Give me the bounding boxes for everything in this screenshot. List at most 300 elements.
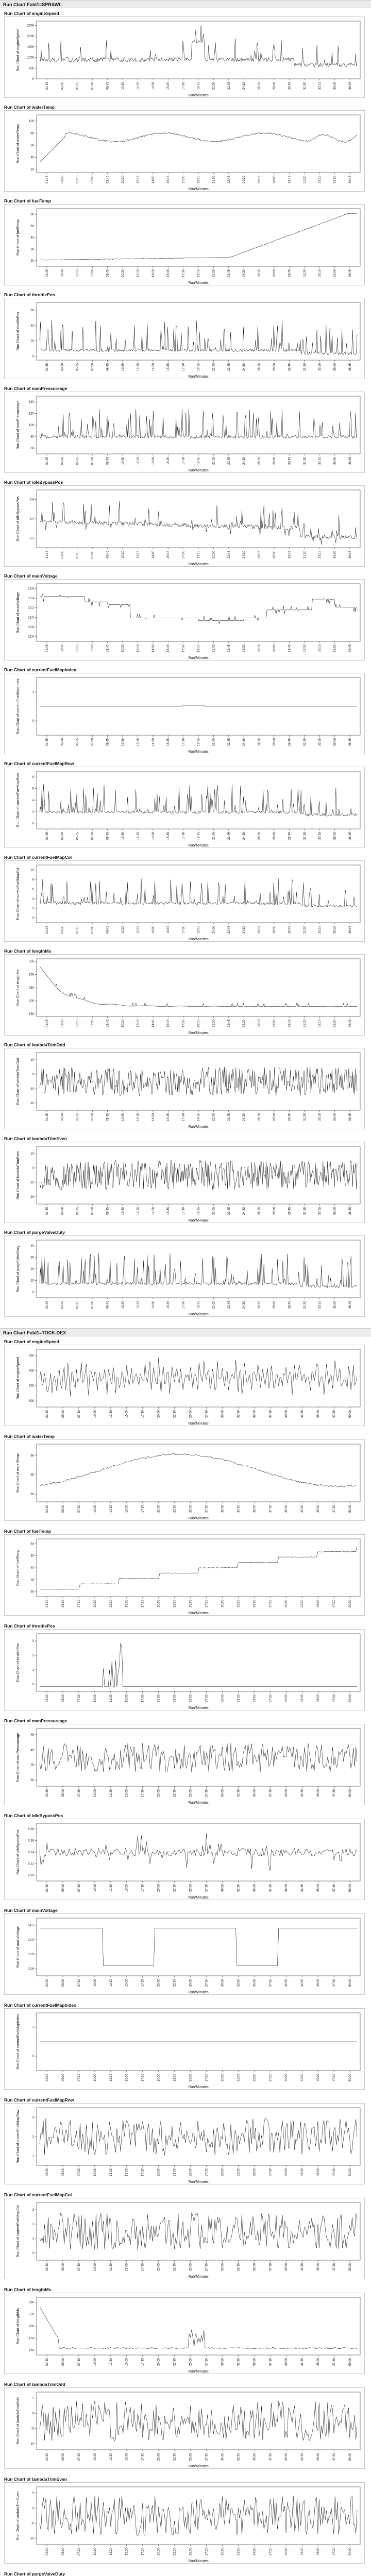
x-tick-label: 10:30 bbox=[122, 82, 125, 90]
x-tick-label: 07:00 bbox=[91, 457, 95, 465]
x-tick-label: 32:30 bbox=[237, 2358, 241, 2366]
x-tick-label: 20:00 bbox=[157, 1789, 161, 1798]
x-tick-label: 10:00 bbox=[93, 2168, 97, 2177]
x-tick-label: 08:45 bbox=[106, 457, 110, 465]
x-tick-label: 31:30 bbox=[303, 1301, 307, 1309]
x-tick-label: 07:30 bbox=[77, 2168, 81, 2177]
y-tick-label: 13.2 bbox=[28, 606, 34, 610]
y-tick-label: 500 bbox=[28, 67, 34, 71]
y-axis-title: Run Chart of mainVoltage bbox=[16, 591, 20, 634]
chart-title[interactable]: Run Chart of purgeValveDuty bbox=[4, 2571, 65, 2576]
y-tick-label: 0.10 bbox=[28, 1874, 34, 1877]
x-tick-label: 31:30 bbox=[303, 176, 307, 184]
x-tick-label: 19:15 bbox=[197, 1207, 200, 1215]
y-tick-label: 1 bbox=[32, 2026, 34, 2029]
x-tick-label: 20:00 bbox=[157, 1979, 161, 1987]
x-tick-label: 17:30 bbox=[182, 645, 185, 653]
y-tick-label: 0 bbox=[32, 1683, 34, 1686]
x-tick-label: 22:30 bbox=[173, 1505, 177, 1513]
x-tick-label: 10:00 bbox=[93, 2453, 97, 2461]
x-tick-label: 08:45 bbox=[106, 1301, 110, 1309]
x-tick-label: 40:00 bbox=[285, 1979, 289, 1987]
x-tick-label: 50:00 bbox=[349, 2358, 352, 2366]
y-tick-label: 20 bbox=[30, 1268, 34, 1271]
x-tick-label: 17:30 bbox=[141, 1410, 145, 1418]
x-tick-label: 25:00 bbox=[189, 1600, 193, 1608]
x-tick-label: 07:30 bbox=[77, 2358, 81, 2366]
x-tick-label: 10:30 bbox=[122, 645, 125, 653]
x-tick-label: 05:15 bbox=[76, 551, 79, 559]
x-tick-label: 12:30 bbox=[109, 2263, 113, 2272]
x-tick-label: 12:15 bbox=[137, 457, 140, 465]
x-tick-label: 40:00 bbox=[285, 1694, 289, 1703]
y-tick-label: 60 bbox=[30, 213, 34, 217]
chart-svg bbox=[5, 111, 364, 191]
x-tick-label: 19:15 bbox=[197, 926, 200, 934]
x-tick-label: 17:30 bbox=[141, 2263, 145, 2272]
chart-title[interactable]: Run Chart of mainVoltage bbox=[4, 1908, 58, 1913]
x-tick-label: 36:45 bbox=[349, 363, 352, 371]
chart-title[interactable]: Run Chart of fuelTemp bbox=[4, 198, 51, 204]
x-tick-label: 12:15 bbox=[137, 738, 140, 747]
x-tick-label: 22:45 bbox=[227, 1113, 231, 1122]
x-tick-label: 21:00 bbox=[212, 82, 216, 90]
y-tick-label: 225 bbox=[28, 2313, 34, 2316]
chart-title[interactable]: Run Chart of currentFuelMapIndex bbox=[4, 2003, 76, 2008]
y-tick-label: 0.16 bbox=[28, 1839, 34, 1843]
x-axis-title: Run/Minutes bbox=[188, 1706, 209, 1710]
x-tick-label: 42:30 bbox=[301, 1410, 305, 1418]
y-tick-label: 20 bbox=[30, 168, 34, 172]
y-tick-label: -5 bbox=[31, 2522, 34, 2526]
y-tick-label: 100 bbox=[28, 120, 34, 123]
chart-svg bbox=[5, 17, 364, 97]
chart-svg bbox=[5, 1236, 364, 1316]
x-tick-label: 12:30 bbox=[109, 1694, 113, 1703]
x-tick-label: 40:00 bbox=[285, 1505, 289, 1513]
chart-title[interactable]: Run Chart of currentFuelMapCol bbox=[4, 2192, 72, 2197]
chart-title[interactable]: Run Chart of lambdaTrimEven bbox=[4, 2477, 67, 2482]
x-tick-label: 19:15 bbox=[197, 645, 200, 653]
chart-frame bbox=[4, 298, 365, 379]
x-tick-label: 01:45 bbox=[46, 1020, 49, 1028]
run-chart bbox=[0, 946, 371, 1040]
x-tick-label: 26:15 bbox=[258, 1207, 261, 1215]
x-tick-label: 26:15 bbox=[258, 176, 261, 184]
x-tick-label: 50:00 bbox=[349, 1789, 352, 1798]
x-tick-label: 32:30 bbox=[237, 1979, 241, 1987]
x-tick-label: 47:30 bbox=[333, 1410, 336, 1418]
plot-area bbox=[37, 21, 360, 79]
y-tick-label: 2 bbox=[32, 907, 34, 910]
x-tick-label: 37:30 bbox=[269, 2074, 273, 2082]
y-tick-label: 300 bbox=[28, 973, 34, 977]
plot-area bbox=[37, 1918, 360, 1976]
x-tick-label: 40:00 bbox=[285, 1884, 289, 1892]
x-tick-label: 21:00 bbox=[212, 363, 216, 371]
x-tick-label: 10:30 bbox=[122, 1207, 125, 1215]
x-tick-label: 30:00 bbox=[221, 2453, 225, 2461]
x-tick-label: 28:00 bbox=[273, 269, 276, 278]
x-tick-label: 20:00 bbox=[157, 1600, 161, 1608]
chart-title[interactable]: Run Chart of lambdaTrimEven bbox=[4, 1136, 67, 1141]
y-tick-label: 120 bbox=[28, 412, 34, 416]
x-tick-label: 14:00 bbox=[151, 1207, 155, 1215]
x-tick-label: 26:15 bbox=[258, 645, 261, 653]
chart-title[interactable]: Run Chart of fuelTemp bbox=[4, 1529, 51, 1534]
x-tick-label: 30:00 bbox=[221, 1979, 225, 1987]
x-tick-label: 22:30 bbox=[173, 1600, 177, 1608]
x-tick-label: 10:00 bbox=[93, 1694, 97, 1703]
x-tick-label: 25:00 bbox=[189, 1694, 193, 1703]
x-tick-label: 22:30 bbox=[173, 2263, 177, 2272]
x-tick-label: 30:00 bbox=[221, 1694, 225, 1703]
x-axis-title: Run/Minutes bbox=[188, 844, 209, 848]
x-tick-label: 10:30 bbox=[122, 457, 125, 465]
x-tick-label: 36:45 bbox=[349, 269, 352, 278]
plot-area bbox=[37, 771, 360, 829]
x-tick-label: 45:00 bbox=[317, 1979, 321, 1987]
x-tick-label: 24:30 bbox=[243, 82, 246, 90]
x-tick-label: 12:15 bbox=[137, 363, 140, 371]
chart-frame bbox=[4, 392, 365, 473]
x-tick-label: 12:15 bbox=[137, 1020, 140, 1028]
x-tick-label: 17:30 bbox=[141, 2074, 145, 2082]
x-tick-label: 20:00 bbox=[157, 1884, 161, 1892]
x-tick-label: 03:30 bbox=[61, 363, 64, 371]
x-tick-label: 15:00 bbox=[125, 1410, 129, 1418]
run-chart bbox=[0, 758, 371, 852]
x-tick-label: 02:30 bbox=[46, 1789, 49, 1798]
x-tick-label: 01:45 bbox=[46, 176, 49, 184]
chart-svg bbox=[5, 2009, 364, 2089]
x-tick-label: 17:30 bbox=[141, 1694, 145, 1703]
x-tick-label: 32:30 bbox=[237, 2168, 241, 2177]
y-tick-label: 30 bbox=[30, 1590, 34, 1594]
chart-svg bbox=[5, 1914, 364, 1994]
chart-title[interactable]: Run Chart of throttlePos bbox=[4, 292, 55, 297]
chart-title[interactable]: Run Chart of currentFuelMapIndex bbox=[4, 667, 76, 672]
x-tick-label: 21:00 bbox=[212, 1301, 216, 1309]
y-tick-label: 14.0 bbox=[28, 1939, 34, 1942]
x-tick-label: 10:00 bbox=[93, 1600, 97, 1608]
x-tick-label: 12:15 bbox=[137, 551, 140, 559]
plot-area bbox=[37, 2487, 360, 2545]
x-tick-label: 17:30 bbox=[182, 832, 185, 840]
chart-title[interactable]: Run Chart of mainVoltage bbox=[4, 573, 58, 579]
x-tick-label: 10:00 bbox=[93, 1789, 97, 1798]
y-axis-title: Run Chart of engineSpeed bbox=[16, 1357, 20, 1400]
x-tick-label: 24:30 bbox=[243, 1207, 246, 1215]
x-tick-label: 27:30 bbox=[205, 1600, 209, 1608]
x-tick-label: 33:15 bbox=[318, 738, 322, 747]
x-tick-label: 37:30 bbox=[269, 1410, 273, 1418]
x-tick-label: 36:45 bbox=[349, 738, 352, 747]
x-tick-label: 24:30 bbox=[243, 926, 246, 934]
y-tick-label: 40 bbox=[30, 1567, 34, 1570]
y-axis-title: Run Chart of manPressureage bbox=[16, 400, 20, 450]
chart-title[interactable]: Run Chart of idleBypassPos bbox=[4, 1813, 63, 1818]
chart-svg bbox=[5, 2198, 364, 2279]
chart-title[interactable]: Run Chart of lengthMs bbox=[4, 948, 52, 954]
x-tick-label: 37:30 bbox=[269, 1884, 273, 1892]
x-tick-label: 15:00 bbox=[125, 2358, 129, 2366]
chart-title[interactable]: Run Chart of waterTemp bbox=[4, 1434, 55, 1439]
x-tick-label: 50:00 bbox=[349, 2548, 352, 2556]
chart-svg bbox=[5, 1142, 364, 1223]
x-tick-label: 22:45 bbox=[227, 1301, 231, 1309]
run-chart bbox=[0, 2569, 371, 2576]
x-tick-label: 15:00 bbox=[125, 2548, 129, 2556]
chart-title[interactable]: Run Chart of throttlePos bbox=[4, 1623, 55, 1629]
x-tick-label: 01:45 bbox=[46, 738, 49, 747]
x-tick-label: 19:15 bbox=[197, 269, 200, 278]
x-tick-label: 12:30 bbox=[109, 1600, 113, 1608]
chart-title[interactable]: Run Chart of currentFuelMapCol bbox=[4, 855, 72, 860]
x-tick-label: 25:00 bbox=[189, 2263, 193, 2272]
x-tick-label: 12:30 bbox=[109, 2548, 113, 2556]
y-tick-label: 13.6 bbox=[28, 1968, 34, 1971]
x-tick-label: 22:30 bbox=[173, 2168, 177, 2177]
y-tick-label: 35 bbox=[30, 1764, 34, 1767]
x-tick-label: 10:00 bbox=[93, 2074, 97, 2082]
run-chart bbox=[0, 1905, 371, 2000]
x-tick-label: 12:30 bbox=[109, 1789, 113, 1798]
x-tick-label: 29:45 bbox=[288, 832, 292, 840]
x-tick-label: 47:30 bbox=[333, 2548, 336, 2556]
x-tick-label: 12:30 bbox=[109, 2168, 113, 2177]
x-tick-label: 01:45 bbox=[46, 645, 49, 653]
x-tick-label: 27:30 bbox=[205, 2263, 209, 2272]
chart-title[interactable]: Run Chart of idleBypassPos bbox=[4, 480, 63, 485]
x-axis-title: Run/Minutes bbox=[188, 2560, 209, 2563]
x-tick-label: 10:30 bbox=[122, 1113, 125, 1122]
x-tick-label: 15:00 bbox=[125, 1694, 129, 1703]
x-tick-label: 35:00 bbox=[253, 1884, 257, 1892]
plot-area bbox=[37, 115, 360, 173]
run-chart bbox=[0, 571, 371, 665]
x-axis-title: Run/Minutes bbox=[188, 2465, 209, 2468]
plot-area bbox=[37, 1728, 360, 1786]
chart-title[interactable]: Run Chart of currentFuelMapRow bbox=[4, 2097, 74, 2103]
y-tick-label: 4 bbox=[32, 799, 34, 802]
chart-frame bbox=[4, 1534, 365, 1616]
y-axis-title: Run Chart of currentFuelMapIndex bbox=[16, 679, 20, 734]
x-tick-label: 05:00 bbox=[61, 1979, 65, 1987]
y-tick-label: 5 bbox=[32, 2397, 34, 2400]
chart-title[interactable]: Run Chart of lengthMs bbox=[4, 2287, 52, 2292]
x-tick-label: 40:00 bbox=[285, 1600, 289, 1608]
x-tick-label: 15:45 bbox=[167, 832, 171, 840]
chart-title[interactable]: Run Chart of lambdaTrimOdd bbox=[4, 2382, 65, 2387]
run-chart bbox=[0, 2190, 371, 2284]
y-tick-label: 60 bbox=[30, 144, 34, 147]
chart-svg bbox=[5, 1535, 364, 1615]
x-tick-label: 31:30 bbox=[303, 926, 307, 934]
x-tick-label: 05:15 bbox=[76, 457, 79, 465]
y-axis-title: Run Chart of throttlePos bbox=[16, 1643, 20, 1682]
chart-title[interactable]: Run Chart of purgeValveDuty bbox=[4, 1230, 65, 1235]
x-tick-label: 29:45 bbox=[288, 926, 292, 934]
x-tick-label: 27:30 bbox=[205, 1694, 209, 1703]
x-tick-label: 02:30 bbox=[46, 2168, 49, 2177]
y-tick-label: 800 bbox=[28, 1400, 34, 1403]
x-tick-label: 21:00 bbox=[212, 269, 216, 278]
chart-title[interactable]: Run Chart of waterTemp bbox=[4, 105, 55, 110]
chart-frame bbox=[4, 1819, 365, 1900]
x-tick-label: 17:30 bbox=[141, 2168, 145, 2177]
y-tick-label: 200 bbox=[28, 999, 34, 1003]
x-tick-label: 17:30 bbox=[182, 457, 185, 465]
y-tick-label: 40 bbox=[30, 1749, 34, 1752]
chart-frame bbox=[4, 579, 365, 660]
x-tick-label: 40:00 bbox=[285, 2453, 289, 2461]
group-header[interactable]: Run Chart Fold1=SPRAWL bbox=[0, 0, 371, 8]
x-tick-label: 36:45 bbox=[349, 1207, 352, 1215]
x-tick-label: 22:45 bbox=[227, 832, 231, 840]
x-tick-label: 03:30 bbox=[61, 457, 64, 465]
x-tick-label: 36:45 bbox=[349, 1301, 352, 1309]
y-axis-title: Run Chart of manPressureage bbox=[16, 1733, 20, 1782]
y-tick-label: 40 bbox=[30, 1245, 34, 1248]
x-tick-label: 07:30 bbox=[77, 2453, 81, 2461]
y-tick-label: 0 bbox=[32, 2507, 34, 2511]
x-tick-label: 47:30 bbox=[333, 2358, 336, 2366]
x-tick-label: 10:00 bbox=[93, 1505, 97, 1513]
chart-title[interactable]: Run Chart of currentFuelMapRow bbox=[4, 761, 74, 766]
x-tick-label: 22:30 bbox=[173, 2358, 177, 2366]
x-tick-label: 33:15 bbox=[318, 457, 322, 465]
x-tick-label: 20:00 bbox=[157, 1505, 161, 1513]
x-tick-label: 25:00 bbox=[189, 1505, 193, 1513]
y-tick-label: 12.6 bbox=[28, 635, 34, 639]
x-tick-label: 45:00 bbox=[317, 1694, 321, 1703]
x-tick-label: 30:00 bbox=[221, 2548, 225, 2556]
y-axis-title: Run Chart of waterTemp bbox=[16, 1453, 20, 1493]
y-tick-label: 850 bbox=[28, 1384, 34, 1388]
chart-title[interactable]: Run Chart of engineSpeed bbox=[4, 11, 59, 16]
plot-area bbox=[37, 2202, 360, 2260]
chart-svg bbox=[5, 486, 364, 566]
x-tick-label: 17:30 bbox=[182, 82, 185, 90]
x-tick-label: 50:00 bbox=[349, 2168, 352, 2177]
chart-svg bbox=[5, 392, 364, 472]
y-tick-label: 0 bbox=[32, 355, 34, 359]
x-tick-label: 05:00 bbox=[61, 2074, 65, 2082]
x-tick-label: 10:30 bbox=[122, 269, 125, 278]
x-tick-label: 02:30 bbox=[46, 1410, 49, 1418]
x-tick-label: 03:30 bbox=[61, 926, 64, 934]
y-tick-label: 200 bbox=[28, 2325, 34, 2328]
x-tick-label: 15:45 bbox=[167, 269, 171, 278]
x-tick-label: 47:30 bbox=[333, 1789, 336, 1798]
group-header[interactable]: Run Chart Fold1=TOCK-DEX bbox=[0, 1328, 371, 1336]
run-chart bbox=[0, 665, 371, 758]
y-tick-label: 0 bbox=[32, 78, 34, 81]
x-tick-label: 12:15 bbox=[137, 645, 140, 653]
x-tick-label: 30:00 bbox=[221, 2263, 225, 2272]
y-tick-label: 45 bbox=[30, 1733, 34, 1737]
chart-svg bbox=[5, 2293, 364, 2374]
x-tick-label: 29:45 bbox=[288, 363, 292, 371]
x-tick-label: 35:00 bbox=[253, 1505, 257, 1513]
x-tick-label: 37:30 bbox=[269, 2453, 273, 2461]
chart-title[interactable]: Run Chart of manPressureage bbox=[4, 1718, 68, 1723]
x-tick-label: 45:00 bbox=[317, 1600, 321, 1608]
y-tick-label: 250 bbox=[28, 987, 34, 990]
x-tick-label: 17:30 bbox=[182, 738, 185, 747]
y-axis-title: Run Chart of lengthMs bbox=[16, 2308, 20, 2345]
x-tick-label: 28:00 bbox=[273, 1207, 276, 1215]
x-axis-title: Run/Minutes bbox=[188, 1313, 209, 1316]
chart-title[interactable]: Run Chart of engineSpeed bbox=[4, 1339, 59, 1344]
y-tick-label: 2 bbox=[32, 810, 34, 814]
x-tick-label: 24:30 bbox=[243, 645, 246, 653]
y-tick-label: 175 bbox=[28, 2337, 34, 2341]
x-tick-label: 12:30 bbox=[109, 1979, 113, 1987]
x-tick-label: 15:45 bbox=[167, 457, 171, 465]
x-tick-label: 01:45 bbox=[46, 363, 49, 371]
x-tick-label: 15:45 bbox=[167, 1113, 171, 1122]
x-tick-label: 03:30 bbox=[61, 82, 64, 90]
x-tick-label: 24:30 bbox=[243, 1113, 246, 1122]
chart-title[interactable]: Run Chart of manPressureage bbox=[4, 386, 68, 391]
y-axis-title: Run Chart of currentFuelMapRow bbox=[16, 773, 20, 827]
x-tick-label: 07:30 bbox=[77, 1884, 81, 1892]
x-tick-label: 19:15 bbox=[197, 457, 200, 465]
y-tick-label: 12.8 bbox=[28, 626, 34, 629]
x-tick-label: 17:30 bbox=[182, 176, 185, 184]
x-tick-label: 24:30 bbox=[243, 551, 246, 559]
x-tick-label: 35:00 bbox=[333, 832, 337, 840]
x-tick-label: 01:45 bbox=[46, 457, 49, 465]
chart-svg bbox=[5, 2483, 364, 2563]
x-tick-label: 37:30 bbox=[269, 2548, 273, 2556]
y-tick-label: 3 bbox=[32, 2116, 34, 2120]
chart-group bbox=[0, 1328, 371, 2576]
x-tick-label: 22:45 bbox=[227, 926, 231, 934]
x-tick-label: 42:30 bbox=[301, 1694, 305, 1703]
x-tick-label: 12:30 bbox=[109, 2074, 113, 2082]
x-tick-label: 02:30 bbox=[46, 2263, 49, 2272]
x-tick-label: 02:30 bbox=[46, 2548, 49, 2556]
x-tick-label: 47:30 bbox=[333, 2074, 336, 2082]
x-tick-label: 22:30 bbox=[173, 1694, 177, 1703]
y-tick-label: -20 bbox=[29, 1102, 34, 1105]
x-tick-label: 35:00 bbox=[253, 1600, 257, 1608]
x-tick-label: 01:45 bbox=[46, 1113, 49, 1122]
x-tick-label: 35:00 bbox=[333, 1020, 337, 1028]
x-tick-label: 36:45 bbox=[349, 551, 352, 559]
chart-svg bbox=[5, 955, 364, 1035]
x-tick-label: 33:15 bbox=[318, 176, 322, 184]
x-tick-label: 31:30 bbox=[303, 1207, 307, 1215]
x-tick-label: 37:30 bbox=[269, 1600, 273, 1608]
y-tick-label: 13.0 bbox=[28, 616, 34, 620]
x-tick-label: 05:15 bbox=[76, 176, 79, 184]
x-tick-label: 07:00 bbox=[91, 1207, 95, 1215]
x-tick-label: 05:00 bbox=[61, 1884, 65, 1892]
chart-title[interactable]: Run Chart of lambdaTrimOdd bbox=[4, 1042, 65, 1047]
x-tick-label: 22:45 bbox=[227, 457, 231, 465]
y-tick-label: -10 bbox=[29, 1181, 34, 1184]
x-tick-label: 50:00 bbox=[349, 1410, 352, 1418]
x-tick-label: 30:00 bbox=[221, 2074, 225, 2082]
x-tick-label: 42:30 bbox=[301, 2453, 305, 2461]
x-tick-label: 26:15 bbox=[258, 1301, 261, 1309]
x-tick-label: 33:15 bbox=[318, 1020, 322, 1028]
plot-area bbox=[37, 959, 360, 1016]
